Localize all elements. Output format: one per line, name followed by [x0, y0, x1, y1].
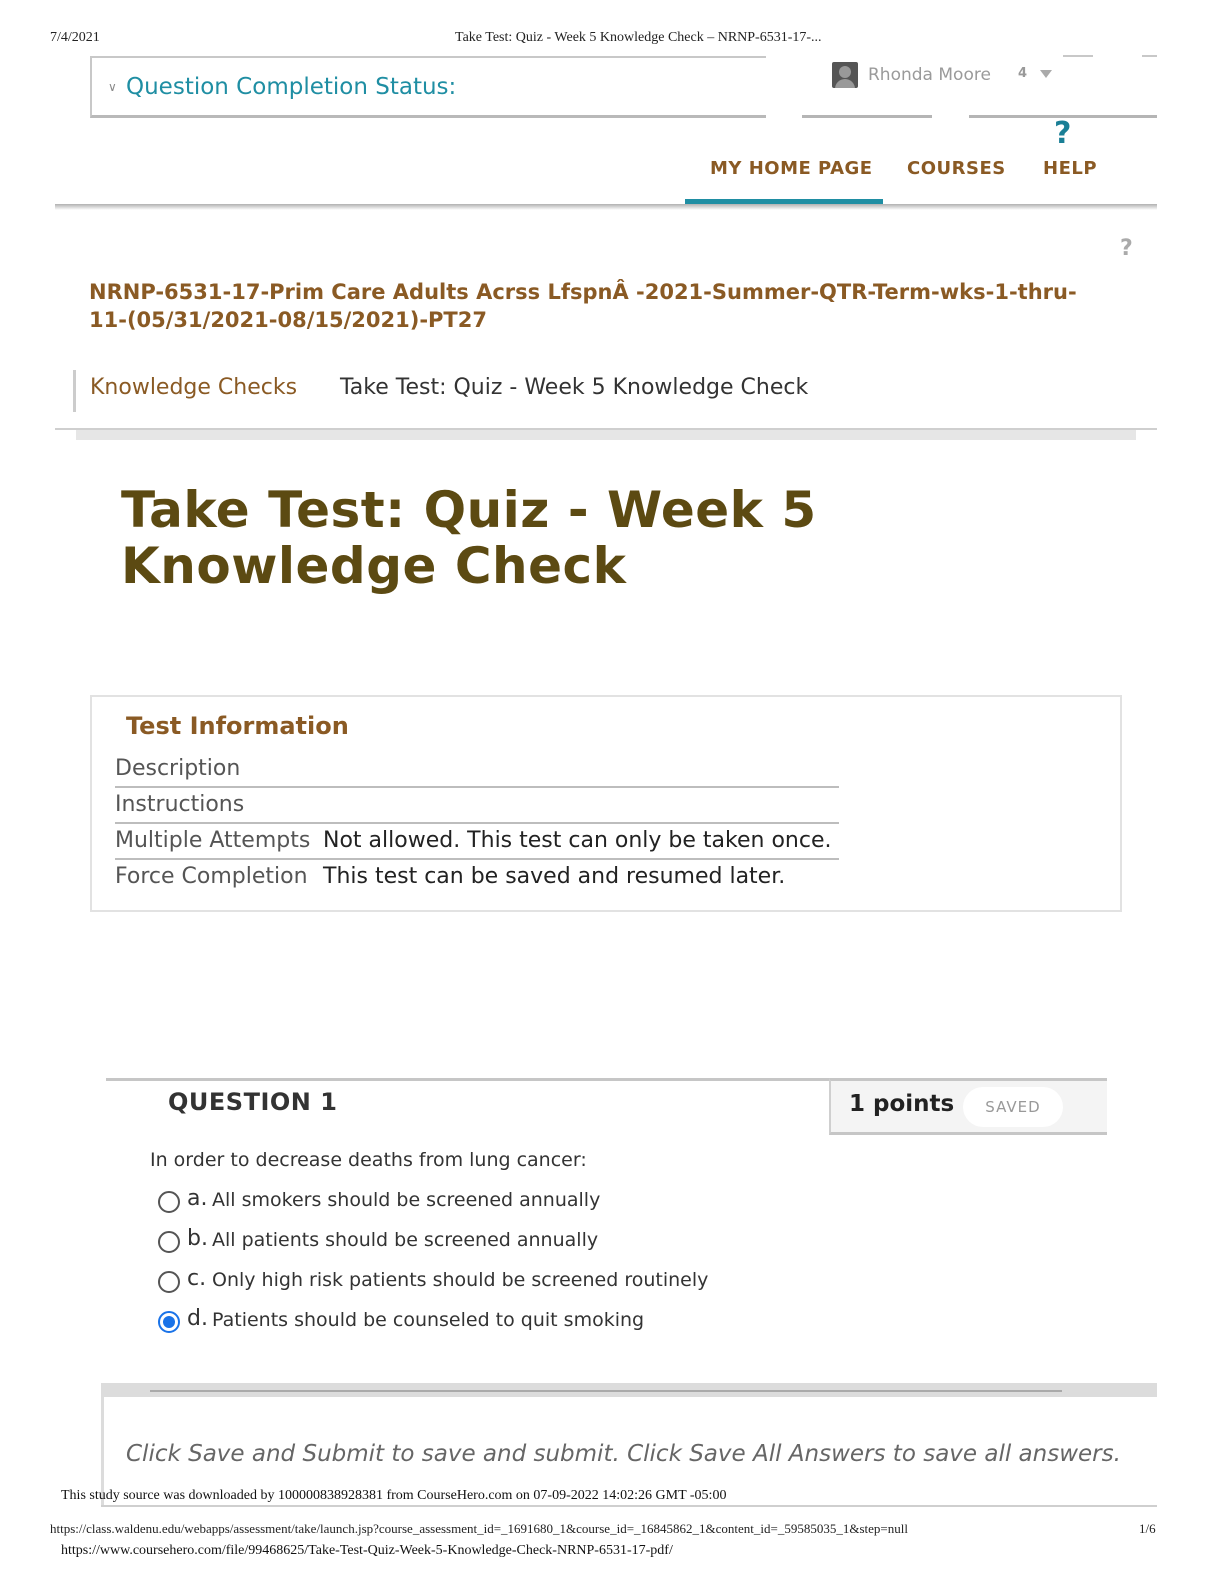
notification-count[interactable]: 4: [1018, 66, 1028, 81]
nav-courses[interactable]: COURSES: [907, 158, 1006, 179]
question-points: 1 points: [849, 1091, 955, 1117]
info-label: Multiple Attempts: [115, 828, 311, 853]
submit-instructions: Click Save and Submit to save and submit. Click Save All Answers to save all answers.: [126, 1441, 1121, 1467]
test-information-panel: [90, 695, 1122, 912]
nav-help[interactable]: HELP: [1043, 158, 1098, 179]
info-label: Force Completion: [115, 864, 308, 889]
print-page-number: 1/6: [1139, 1521, 1156, 1536]
nav-my-home-page[interactable]: MY HOME PAGE: [710, 158, 873, 179]
header-divider: [802, 115, 932, 118]
avatar[interactable]: [832, 62, 858, 88]
course-title[interactable]: NRNP-6531-17-Prim Care Adults Acrss LfspnÂ -2021-Summer-QTR-Term-wks-1-thru-11-(05/31/2021-08/15/2021)-PT27: [89, 280, 1077, 332]
header-divider: [1063, 55, 1093, 57]
info-label: Description: [115, 756, 241, 781]
info-value: This test can be saved and resumed later.: [323, 864, 786, 889]
coursehero-url: https://www.coursehero.com/file/99468625/Take-Test-Quiz-Week-5-Knowledge-Check-NRNP-6531-17-pdf/: [61, 1543, 673, 1558]
chevron-down-icon[interactable]: ∨: [108, 80, 117, 94]
saved-status-badge: SAVED: [963, 1087, 1063, 1127]
option-letter: b.: [187, 1226, 208, 1251]
option-letter: c.: [187, 1266, 207, 1291]
option-text[interactable]: All smokers should be screened annually: [212, 1189, 601, 1211]
question-points-panel: [829, 1078, 1107, 1135]
radio-button[interactable]: [158, 1271, 180, 1293]
question-text: In order to decrease deaths from lung cancer:: [150, 1149, 587, 1171]
breadcrumb-current: Take Test: Quiz - Week 5 Knowledge Check: [340, 375, 809, 400]
content-band: [76, 430, 1136, 440]
print-date: 7/4/2021: [50, 30, 100, 45]
option-letter: d.: [187, 1306, 208, 1331]
question-number: QUESTION 1: [168, 1088, 338, 1116]
print-title: Take Test: Quiz - Week 5 Knowledge Check – NRNP-6531-17-...: [455, 30, 822, 45]
info-value: Not allowed. This test can only be taken once.: [323, 828, 832, 853]
radio-button[interactable]: [158, 1231, 180, 1253]
source-note: This study source was downloaded by 100000838928381 from CourseHero.com on 07-09-2022 14:02:26 GMT -05:00: [61, 1488, 727, 1503]
info-label: Instructions: [115, 792, 245, 817]
caret-down-icon[interactable]: [1040, 70, 1052, 78]
question-completion-label: Question Completion Status:: [126, 74, 457, 100]
nav-shadow: [55, 204, 1157, 210]
footer-rule: [150, 1390, 1062, 1392]
info-row-description: [115, 752, 839, 788]
test-information-heading: Test Information: [126, 712, 349, 740]
question-completion-status[interactable]: [90, 56, 766, 118]
footer-rule: [101, 1505, 1157, 1507]
help-icon[interactable]: ?: [1054, 116, 1072, 151]
option-text[interactable]: All patients should be screened annually: [212, 1229, 599, 1251]
option-letter: a.: [187, 1186, 208, 1211]
header-divider: [1142, 55, 1157, 57]
radio-button[interactable]: [158, 1191, 180, 1213]
user-name[interactable]: Rhonda Moore: [868, 65, 991, 85]
breadcrumb-divider: [73, 370, 76, 412]
info-row-instructions: [115, 788, 839, 824]
option-text[interactable]: Patients should be counseled to quit smoking: [212, 1309, 645, 1331]
radio-button-selected[interactable]: [158, 1311, 180, 1333]
info-row-force-completion: [115, 860, 839, 896]
info-row-multiple-attempts: [115, 824, 839, 860]
option-text[interactable]: Only high risk patients should be screened routinely: [212, 1269, 709, 1291]
breadcrumb-knowledge-checks[interactable]: Knowledge Checks: [90, 375, 298, 400]
page-title: Take Test: Quiz - Week 5 Knowledge Check: [121, 481, 817, 595]
page-help-icon[interactable]: ?: [1120, 236, 1133, 261]
question-header-rule: [106, 1078, 830, 1081]
print-url: https://class.waldenu.edu/webapps/assessment/take/launch.jsp?course_assessment_id=_1691680_1&course_id=_16845862_1&content_id=_59585035_1&step=null: [50, 1521, 908, 1536]
